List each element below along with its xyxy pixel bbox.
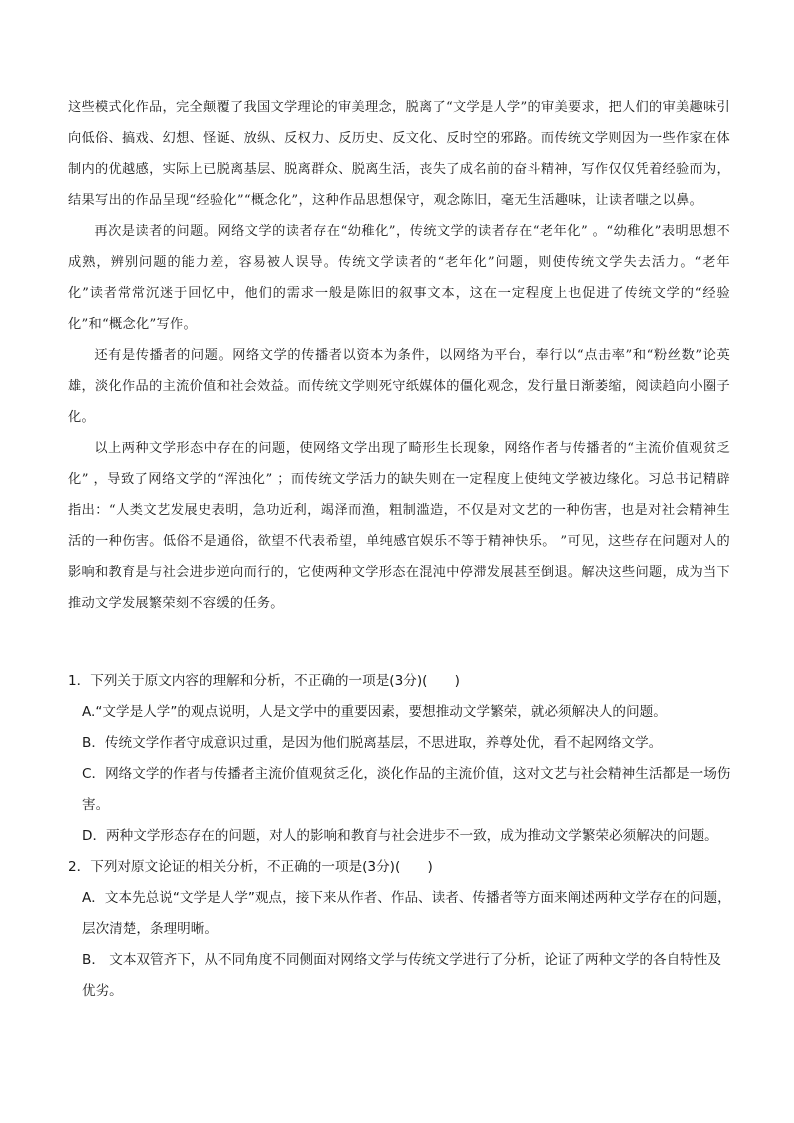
option-a: A．文本先总说“文学是人学”观点，接下来从作者、作品、读者、传播者等方面来阐述两种文学存在的问题，层次清楚，条理明晰。 [82,890,731,937]
option-b: B．传统文学作者守成意识过重，是因为他们脱离基层，不思进取，养尊处优，看不起网络文学。 [82,735,663,751]
passage-paragraph: 这些模式化作品，完全颠覆了我国文学理论的审美理念，脱离了“文学是人学”的审美要求，把人们的审美趣味引向低俗、搞戏、幻想、怪诞、放纵、反权力、反历史、反文化、反时空的邪路。而传统文学则因为一些作家在体制内的优越感，实际上已脱离基层、脱离群众、脱离生活，丧失了成名前的奋斗精神，写作仅仅凭着经验而为，结果写出的作品呈现“经验化”“概念化”，这种作品思想保守，观念陈旧，毫无生活趣味，让读者嗤之以鼻。 [68,100,730,208]
passage-paragraph: 还有是传播者的问题。网络文学的传播者以资本为条件，以网络为平台，奉行以“点击率”和“粉丝数”论英雄，淡化作品的主流价值和社会效益。而传统文学则死守纸媒体的僵化观念，发行量日渐萎缩，阅读趋向小圈子化。 [68,348,730,425]
question-stem: 2．下列对原文论证的相关分析，不正确的一项是(3分)( ) [68,859,433,875]
option-c: C．网络文学的作者与传播者主流价值观贫乏化，淡化作品的主流价值，这对文艺与社会精神生活都是一场伤害。 [82,766,731,813]
option-a: A.“文学是人学”的观点说明，人是文学中的重要因素，要想推动文学繁荣，就必须解决人的问题。 [82,704,667,720]
question-stem: 1．下列关于原文内容的理解和分析，不正确的一项是(3分)( ) [68,673,460,689]
option-d: D．两种文学形态存在的问题，对人的影响和教育与社会进步不一致，成为推动文学繁荣必须解决的问题。 [82,828,718,844]
question-1 [68,666,734,852]
option-b: B． 文本双管齐下，从不同角度不同侧面对网络文学与传统文学进行了分析，论证了两种文学的各自特性及优劣。 [82,952,721,999]
question-2 [68,852,734,1007]
reading-passage [68,92,730,619]
question-section [68,666,734,1007]
passage-paragraph: 以上两种文学形态中存在的问题，使网络文学出现了畸形生长现象，网络作者与传播者的“主流价值观贫乏化” ，导致了网络文学的“浑浊化” ；而传统文学活力的缺失则在一定程度上使纯文学被边缘化。习总书记精辟指出：“人类文艺发展史表明，急功近利，竭泽而渔，粗制滥造，不仅是对文艺的一种伤害，也是对社会精神生活的一种伤害。低俗不是通俗，欲望不代表希望，单纯感官娱乐不等于精神快乐。 ”可见，这些存在问题对人的影响和教育是与社会进步逆向而行的，它使两种文学形态在混沌中停滞发展甚至倒退。解决这些问题，成为当下推动文学发展繁荣刻不容缓的任务。 [68,441,730,611]
passage-paragraph: 再次是读者的问题。网络文学的读者存在“幼稚化”，传统文学的读者存在“老年化” 。“幼稚化”表明思想不成熟，辨别问题的能力差，容易被人误导。传统文学读者的“老年化”问题，则使传统文学失去活力。“老年化”读者常常沉迷于回忆中，他们的需求一般是陈旧的叙事文本，这在一定程度上也促进了传统文学的“经验化”和“概念化”写作。 [68,224,730,332]
